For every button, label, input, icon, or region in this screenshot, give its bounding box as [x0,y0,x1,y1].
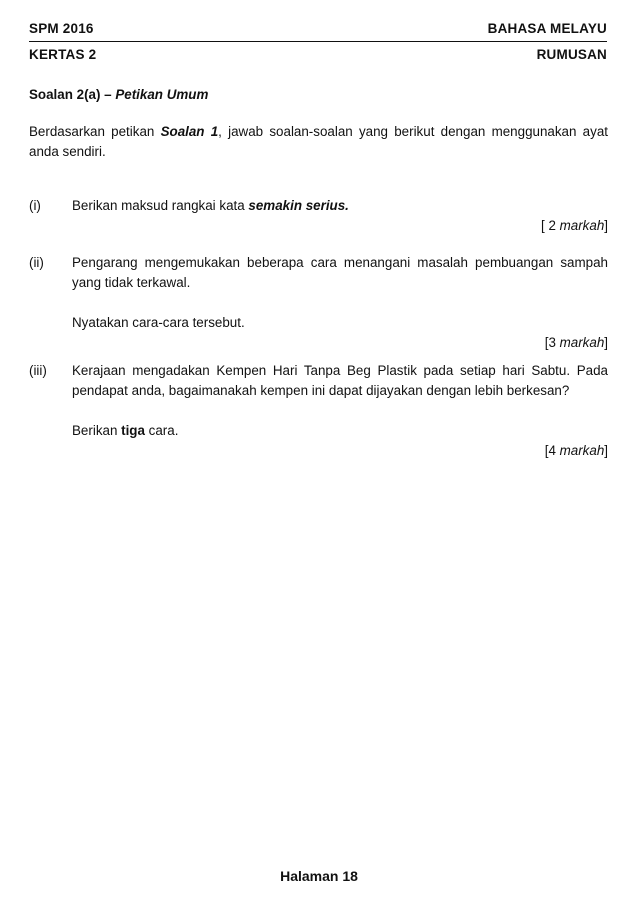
question-i [29,196,608,236]
question-text: Kerajaan mengadakan Kempen Hari Tanpa Beg Plastik pada setiap hari Sabtu. Pada pendapat anda, bagaimanakah kempen ini dapat dijayakan dengan lebih berkesan? [72,363,608,398]
intro-reference: Soalan 1 [160,124,219,139]
question-number: (ii) [29,255,44,270]
intro-before: Berdasarkan petikan [29,124,161,139]
header-row-1 [29,21,607,36]
page-number: Halaman 18 [280,868,358,884]
marks-label [72,333,608,353]
marks-close: ] [604,335,608,350]
section-title-dash: – [100,87,116,102]
section-title-label: Soalan 2(a) [29,87,101,102]
question-iii [29,361,608,461]
header-divider [29,41,607,42]
question-number: (iii) [29,363,47,378]
question-phrase: semakin serius. [248,198,349,213]
marks-open: [ 2 [541,218,560,233]
subject-label: BAHASA MELAYU [487,21,607,36]
section-title-subtitle: Petikan Umum [115,87,209,102]
header-row-2 [29,47,607,62]
question-text [72,196,608,216]
question-ii [29,253,608,353]
marks-label [72,216,608,236]
instructions [29,122,608,162]
section-title [29,85,208,105]
marks-word: markah [559,335,605,350]
question-text: Pengarang mengemukakan beberapa cara menangani masalah pembuangan sampah yang tidak terkawal. [72,255,608,290]
instruction-before: Berikan [72,423,122,438]
section-label: RUMUSAN [536,47,607,62]
marks-word: markah [559,443,605,458]
instruction-count: tiga [121,423,145,438]
marks-open: [3 [544,335,560,350]
question-instruction: Nyatakan cara-cara tersebut. [72,315,245,330]
paper-label: KERTAS 2 [29,47,97,62]
instruction-after: cara. [144,423,179,438]
question-instruction [72,421,608,441]
question-text-part: Berikan maksud rangkai kata [72,198,249,213]
marks-close: ] [604,218,608,233]
marks-close: ] [604,443,608,458]
marks-label [72,441,608,461]
question-number: (i) [29,198,41,213]
marks-word: markah [559,218,605,233]
marks-open: [4 [544,443,560,458]
exam-label: SPM 2016 [29,21,94,36]
intro-after: , jawab soalan-soalan yang berikut dengan menggunakan ayat anda sendiri. [29,124,608,159]
